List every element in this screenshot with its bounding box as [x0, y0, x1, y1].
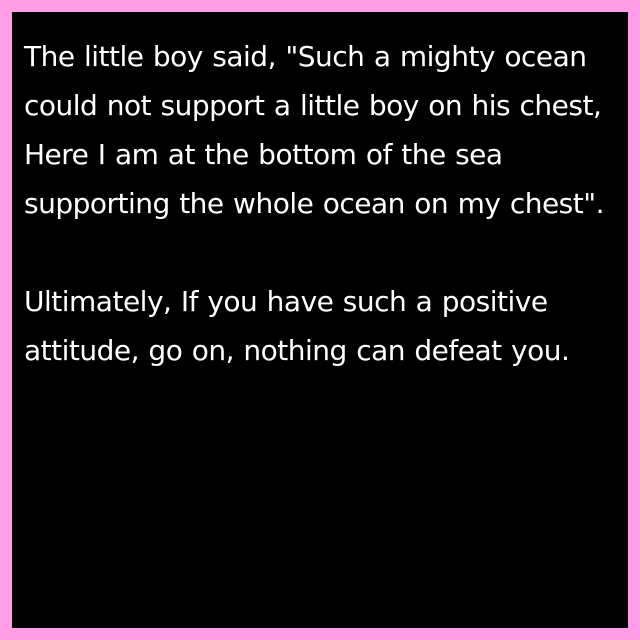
quote-card [12, 12, 628, 628]
quote-paragraph-1: The little boy said, "Such a mighty ocean could not support a little boy on his chest, Here I am at the bottom of the sea supporting the whole ocean on my chest". [24, 40, 605, 220]
quote-paragraph-2: Ultimately, If you have such a positive attitude, go on, nothing can defeat you. [24, 285, 570, 367]
